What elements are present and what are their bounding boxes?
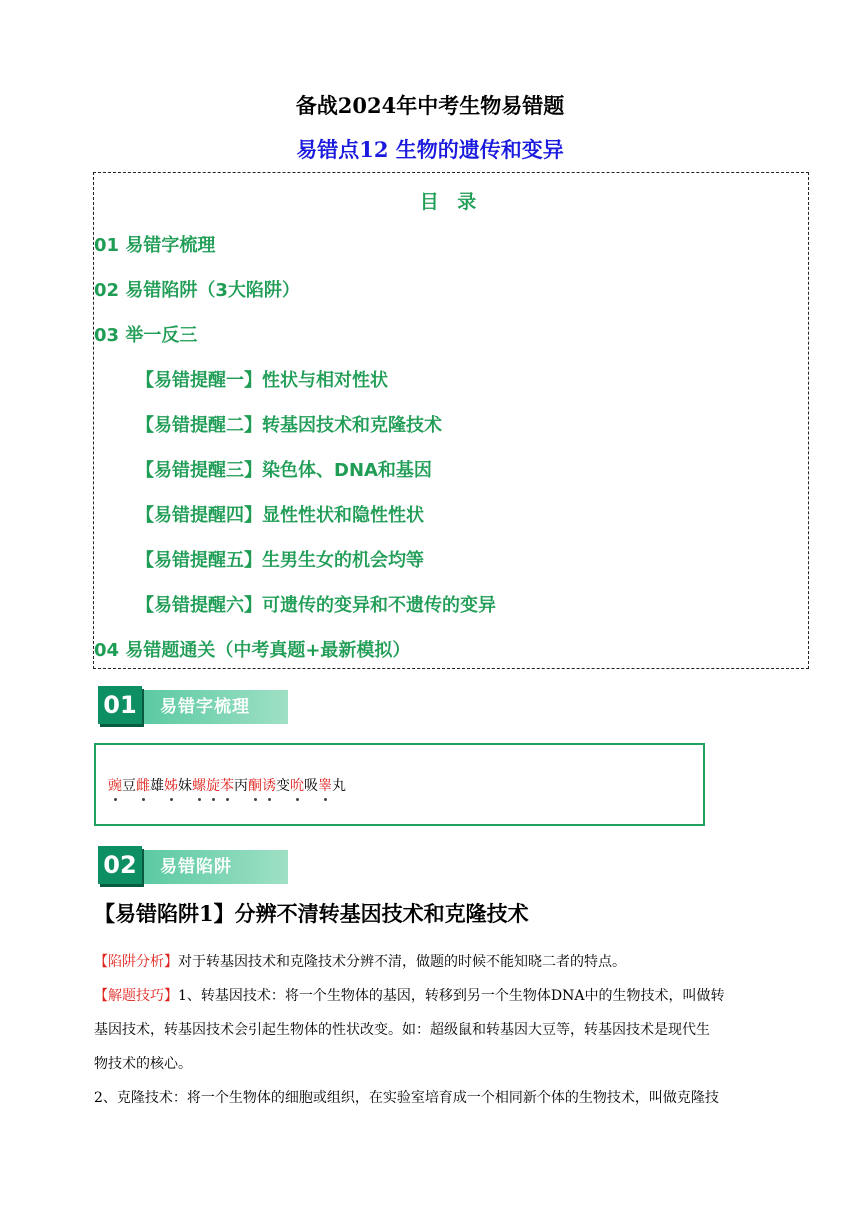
character: 丙: [234, 778, 248, 794]
tip-paragraph-line4: 2、克隆技术：将一个生物体的细胞或组织，在实验室培育成一个相同新个体的生物技术，叫做克隆技: [94, 1090, 719, 1106]
highlighted-character: 旋: [206, 775, 220, 795]
tip-text-line1: 1、转基因技术：将一个生物体的基因，转移到另一个生物体DNA中的生物技术，叫做转: [178, 988, 725, 1004]
toc-item-02[interactable]: 02 易错陷阱（3大陷阱）: [94, 280, 300, 301]
highlighted-character: 豌: [108, 775, 122, 795]
highlighted-character: 吮: [290, 775, 304, 795]
highlighted-character: 睾: [318, 775, 332, 795]
highlighted-character: 雌: [136, 775, 150, 795]
analysis-tag: 【陷阱分析】: [94, 954, 178, 970]
page-title: 备战2024年中考生物易错题: [295, 93, 565, 118]
character: 豆: [122, 778, 136, 794]
tip-paragraph-line1: [94, 979, 774, 1013]
banner-number: 01: [98, 686, 142, 724]
tip-paragraph-line3: 物技术的核心。: [94, 1056, 192, 1072]
toc-item-04[interactable]: 04 易错题通关（中考真题+最新模拟）: [94, 640, 411, 661]
highlighted-character: 苯: [220, 775, 234, 795]
character-list: [108, 775, 346, 795]
error-prone-characters-box: [94, 743, 705, 826]
analysis-text: 对于转基因技术和克隆技术分辨不清，做题的时候不能知晓二者的特点。: [178, 954, 626, 970]
highlighted-character: 姊: [164, 775, 178, 795]
analysis-paragraph: [94, 945, 774, 979]
section-banner-02: [98, 846, 288, 888]
toc-subitem-1[interactable]: 【易错提醒一】性状与相对性状: [136, 370, 388, 391]
banner-number: 02: [98, 846, 142, 884]
character: 丸: [332, 778, 346, 794]
table-of-contents: [93, 172, 809, 669]
highlighted-character: 螺: [192, 775, 206, 795]
character: 变: [276, 778, 290, 794]
tip-tag: 【解题技巧】: [94, 988, 178, 1004]
tip-paragraph-line2: 基因技术，转基因技术会引起生物体的性状改变。如：超级鼠和转基因大豆等，转基因技术是现代生: [94, 1022, 710, 1038]
character: 妹: [178, 778, 192, 794]
toc-subitem-5[interactable]: 【易错提醒五】生男生女的机会均等: [136, 550, 424, 571]
toc-title: 目 录: [419, 191, 483, 213]
character: 雄: [150, 778, 164, 794]
page-subtitle: 易错点12 生物的遗传和变异: [296, 137, 564, 162]
toc-subitem-3[interactable]: 【易错提醒三】染色体、DNA和基因: [136, 460, 432, 481]
highlighted-character: 酮: [248, 775, 262, 795]
banner-label: 易错陷阱: [160, 857, 232, 877]
toc-subitem-4[interactable]: 【易错提醒四】显性性状和隐性性状: [136, 505, 424, 526]
banner-label: 易错字梳理: [160, 697, 250, 717]
toc-subitem-6[interactable]: 【易错提醒六】可遗传的变异和不遗传的变异: [136, 595, 496, 616]
toc-item-03[interactable]: 03 举一反三: [94, 325, 198, 346]
character: 吸: [304, 778, 318, 794]
toc-subitem-2[interactable]: 【易错提醒二】转基因技术和克隆技术: [136, 415, 442, 436]
highlighted-character: 诱: [262, 775, 276, 795]
trap-title: 【易错陷阱1】分辨不清转基因技术和克隆技术: [94, 901, 529, 926]
toc-item-01[interactable]: 01 易错字梳理: [94, 235, 216, 256]
section-banner-01: [98, 686, 288, 728]
